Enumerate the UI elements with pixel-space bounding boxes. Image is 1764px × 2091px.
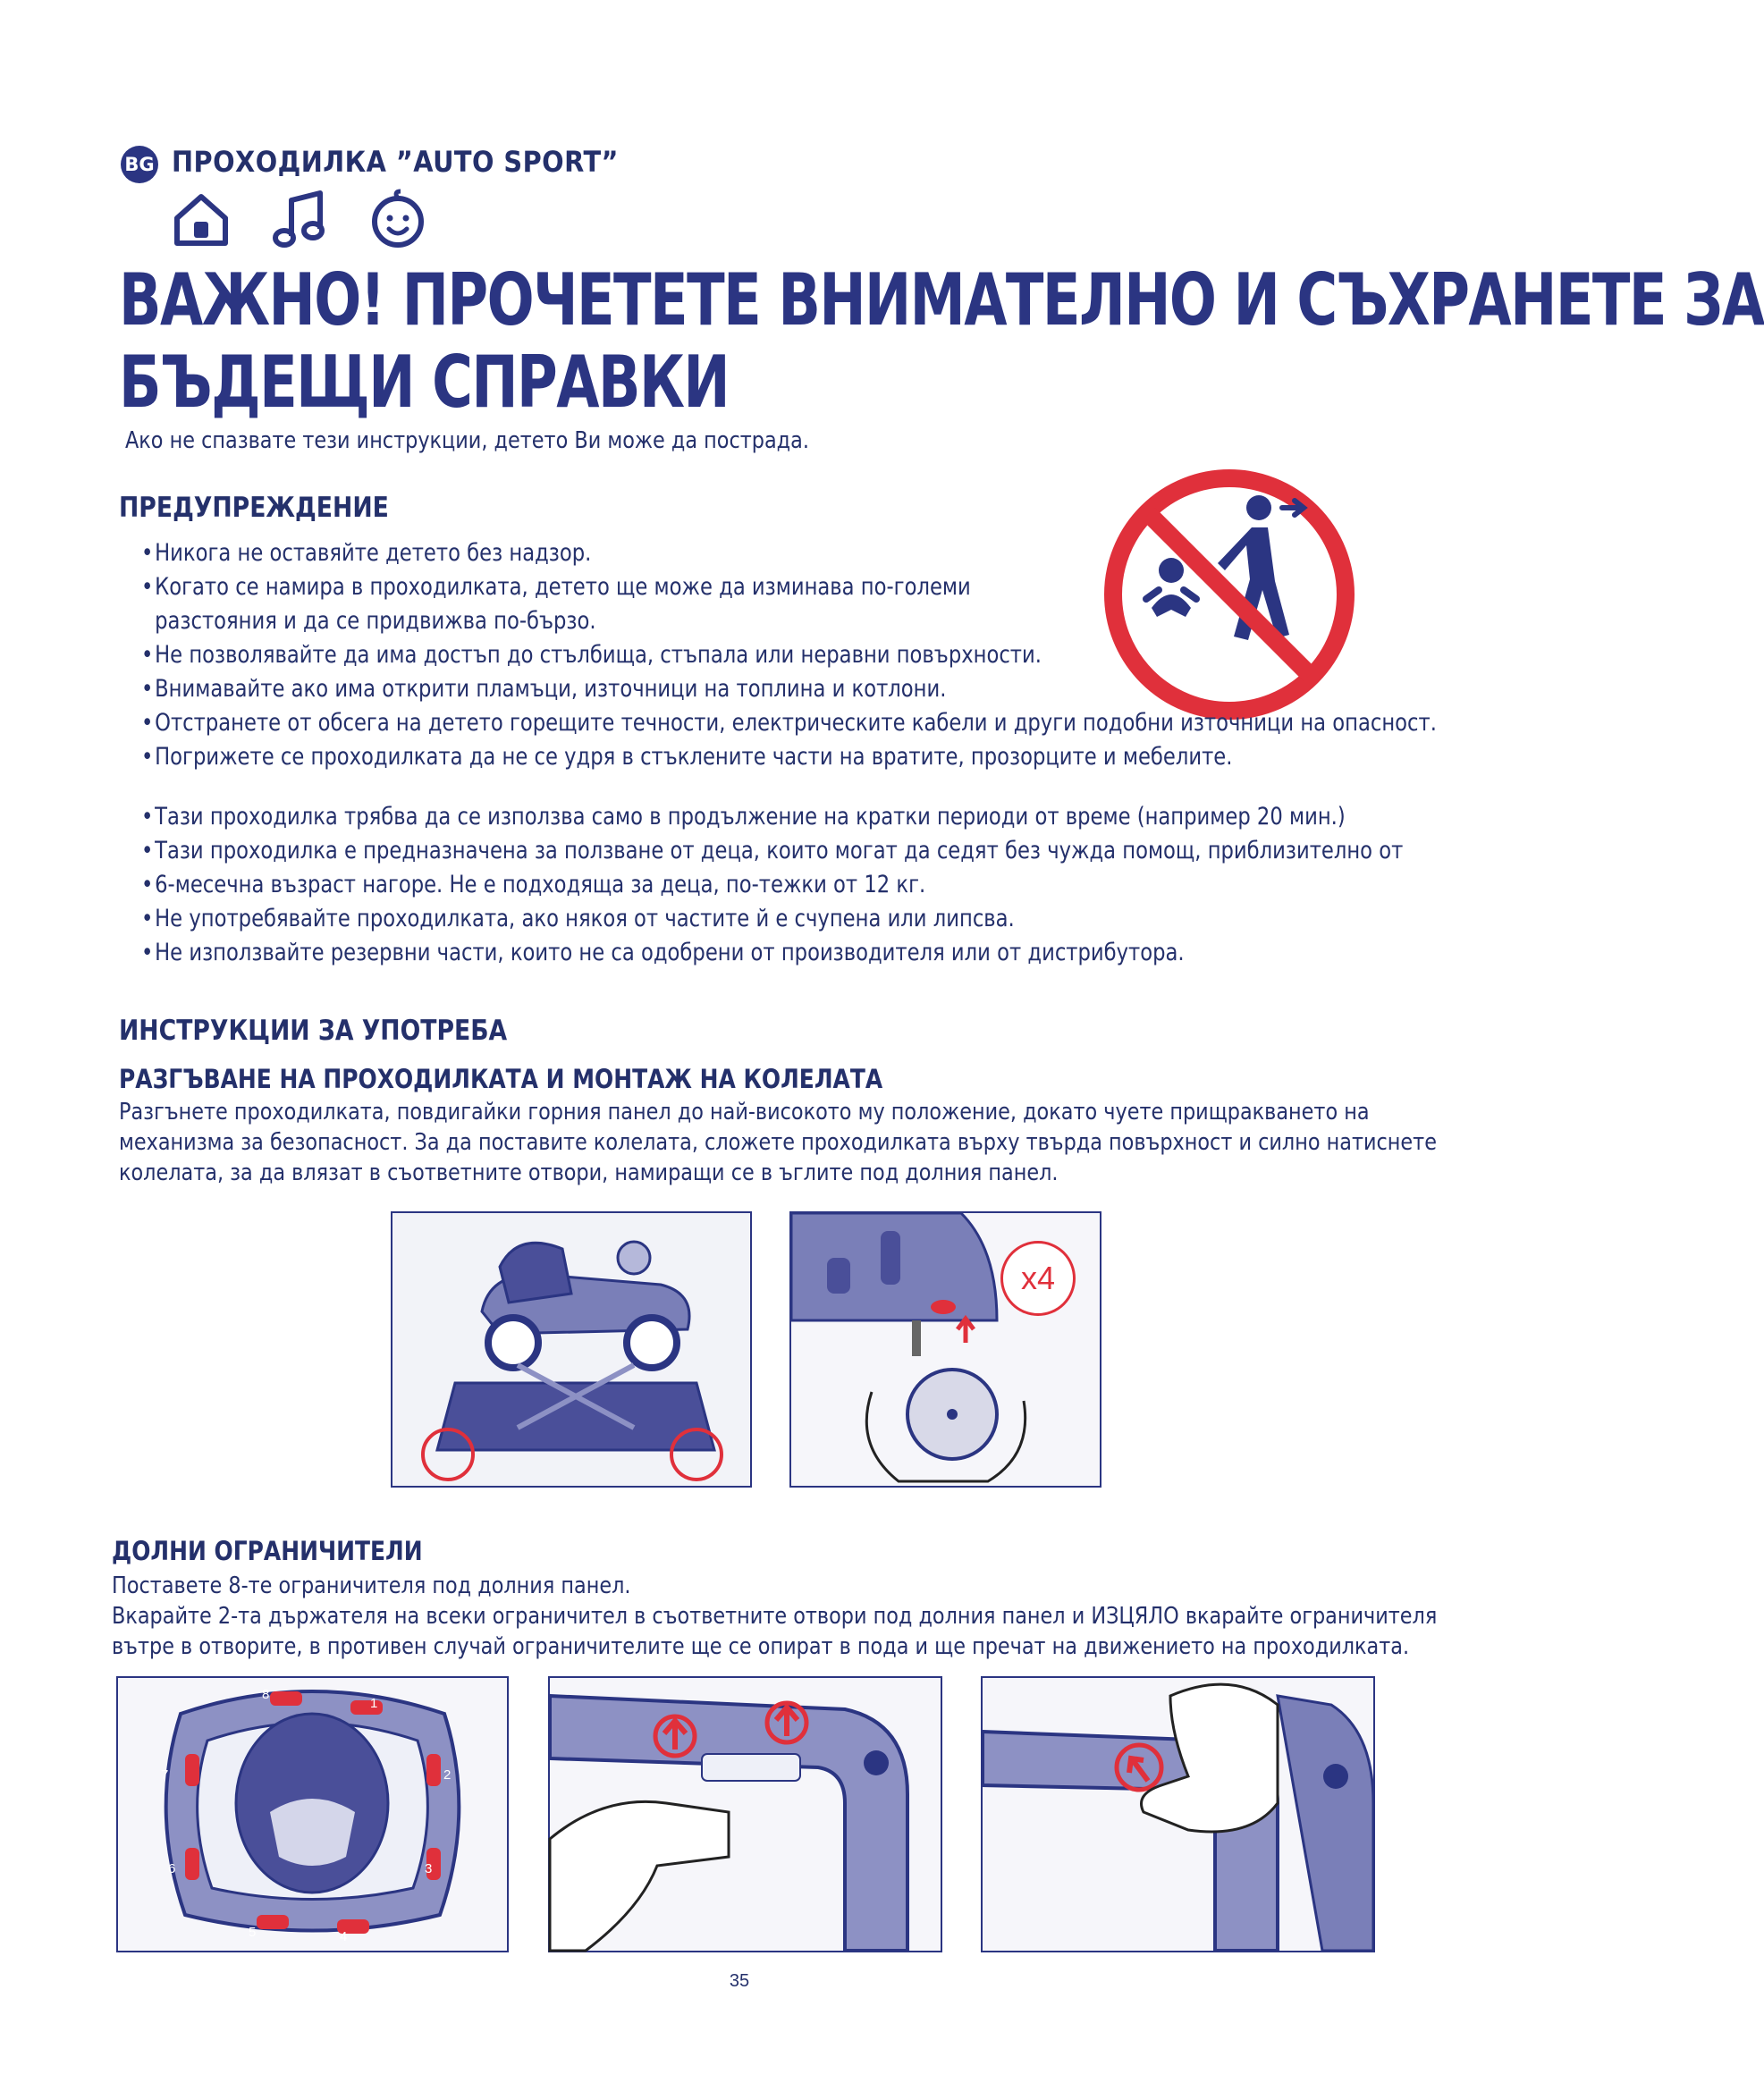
stopper-number-label: 4 <box>340 1929 348 1944</box>
unfold-text <box>119 1097 1437 1188</box>
language-badge: BG <box>121 146 158 183</box>
stopper-number-label: 6 <box>168 1861 176 1876</box>
stopper-number-label: 1 <box>370 1696 378 1711</box>
warning-item: • Когато се намира в проходилката, детето ще може да изминава по-големи <box>141 570 1268 604</box>
wheel-count-badge: x4 <box>1000 1241 1076 1316</box>
stopper-number-label: 7 <box>161 1767 169 1783</box>
music-note-icon <box>268 188 331 250</box>
page-number: 35 <box>729 1971 750 1991</box>
instructions-heading: ИНСТРУКЦИИ ЗА УПОТРЕБА <box>119 1015 508 1047</box>
warning-item: • Никога не оставяйте детето без надзор. <box>141 536 1268 570</box>
baby-face-icon <box>367 188 429 250</box>
warning-item: • Не използвайте резервни части, които не са одобрени от производителя или от дистрибутора. <box>141 936 1268 970</box>
stopper-insertion-illustration <box>550 1678 941 1951</box>
warning-heading: ПРЕДУПРЕЖДЕНИЕ <box>119 492 389 524</box>
warning-item-continuation: • 6-месечна възраст нагоре. Не е подходяща за деца, по-тежки от 12 кг. <box>141 868 1268 902</box>
stoppers-heading: ДОЛНИ ОГРАНИЧИТЕЛИ <box>112 1536 423 1566</box>
usage-icons <box>170 188 429 250</box>
main-title-line-1: ВАЖНО! ПРОЧЕТЕТЕ ВНИМАТЕЛНО И СЪХРАНЕТЕ ЗА <box>119 258 1764 341</box>
main-title <box>119 258 1764 424</box>
stoppers-text-line: Вкарайте 2-та държателя на всеки ограничител в съответните отвори под долния панел и ИЗЦЯЛО вкарайте ограничителя <box>112 1603 1438 1630</box>
home-icon <box>170 188 232 250</box>
figure-stopper-insertion <box>548 1676 942 1952</box>
stopper-press-illustration <box>983 1678 1373 1951</box>
warning-item-continuation: разстояния и да се придвижва по-бързо. <box>155 607 596 635</box>
warning-list <box>141 536 1482 774</box>
warning-item: • Внимавайте ако има открити пламъци, източници на топлина и котлони. <box>141 672 1268 706</box>
stoppers-layout-illustration <box>118 1678 507 1951</box>
stopper-number-label: 5 <box>249 1925 257 1940</box>
walker-illustration <box>392 1213 750 1486</box>
stoppers-text-line: вътре в отворите, в противен случай ограничителите ще се опират в пода и ще пречат на движението на проходилката. <box>112 1633 1410 1660</box>
figure-stopper-press <box>981 1676 1375 1952</box>
figure-walker-unfolded <box>391 1211 752 1488</box>
stoppers-text-line: Поставете 8-те ограничителя под долния панел. <box>112 1572 631 1599</box>
unfold-heading: РАЗГЪВАНЕ НА ПРОХОДИЛКАТА И МОНТАЖ НА КОЛЕЛАТА <box>119 1064 883 1094</box>
stopper-number-label: 8 <box>262 1687 270 1702</box>
stoppers-text <box>112 1571 1437 1662</box>
stopper-number-label: 3 <box>425 1861 433 1876</box>
main-title-line-2: БЪДЕЩИ СПРАВКИ <box>119 341 730 424</box>
warning-item: • Погрижете се проходилката да не се удря в стъклените части на вратите, прозорците и мебелите. <box>141 740 1268 774</box>
unfold-text-line: колелата, за да влязат в съответните отвори, намиращи се в ъглите под долния панел. <box>119 1159 1059 1186</box>
unfold-text-line: механизма за безопасност. За да поставите колелата, сложете проходилката върху твърда повърхност и силно натиснете <box>119 1129 1437 1156</box>
warning-list-2 <box>141 800 1482 970</box>
warning-item: • Отстранете от обсега на детето горещите течности, електрическите кабели и други подобни източници на опасност. <box>141 706 1268 740</box>
warning-item: • Тази проходилка е предназначена за ползване от деца, които могат да седят без чужда помощ, приблизително от <box>141 834 1268 868</box>
unfold-text-line: Разгънете проходилката, повдигайки горния панел до най-високото му положение, докато чуете прищракването на <box>119 1099 1370 1126</box>
product-title: ПРОХОДИЛКА ”AUTO SPORT” <box>172 145 619 179</box>
intro-text: Ако не спазвате тези инструкции, детето Ви може да пострада. <box>125 427 809 454</box>
figure-stoppers-layout <box>116 1676 509 1952</box>
warning-item: • Не употребявайте проходилката, ако някоя от частите й е счупена или липсва. <box>141 902 1268 936</box>
warning-item: • Не позволявайте да има достъп до стълбища, стъпала или неравни повърхности. <box>141 638 1268 672</box>
stopper-number-label: 2 <box>443 1767 452 1783</box>
warning-item: • Тази проходилка трябва да се използва само в продължение на кратки периоди от време (например 20 мин.) <box>141 800 1268 834</box>
